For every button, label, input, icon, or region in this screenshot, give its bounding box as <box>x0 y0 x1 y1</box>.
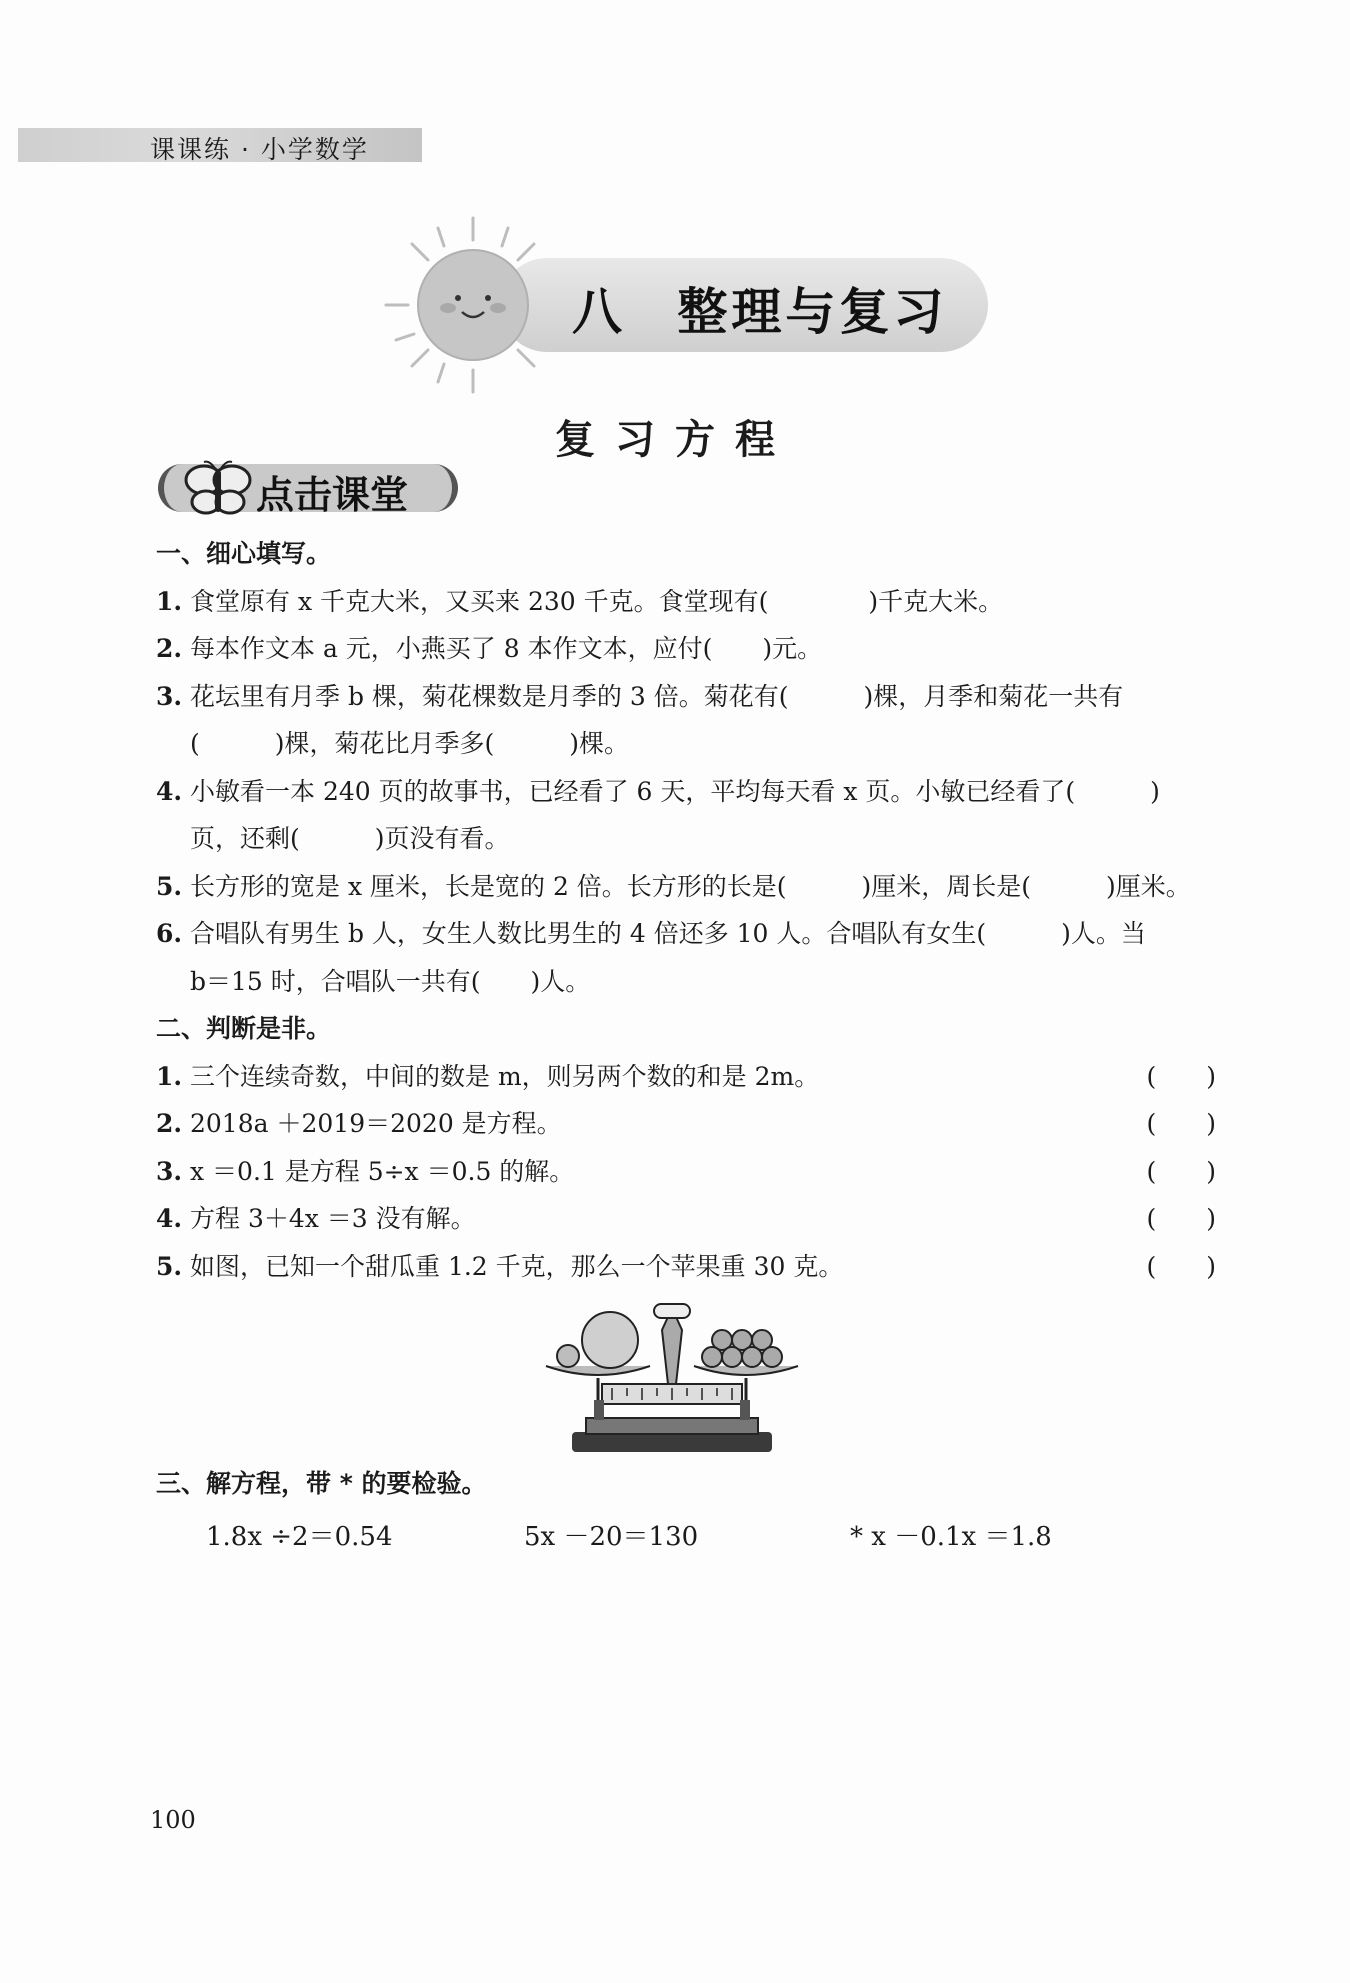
judge-item-1 <box>156 1053 1216 1101</box>
item-text-continued: ( )棵，菊花比月季多( )棵。 <box>190 729 630 758</box>
fill-item-5 <box>156 863 1216 911</box>
item-number: 4. <box>156 1204 183 1233</box>
judge-item-4 <box>156 1195 1216 1243</box>
butterfly-icon <box>182 458 254 520</box>
sun-icon <box>378 210 568 400</box>
item-text: 合唱队有男生 b 人，女生人数比男生的 4 倍还多 10 人。合唱队有女生( )人。当 <box>190 919 1146 948</box>
lesson-title: 复习方程 <box>555 417 795 463</box>
fill-item-4 <box>156 768 1216 863</box>
chapter-number: 八 <box>572 283 626 341</box>
section-banner-label: 点击课堂 <box>256 473 409 517</box>
item-text: 2018a ＋2019＝2020 是方程。 <box>190 1109 562 1138</box>
chapter-name: 整理与复习 <box>677 283 948 341</box>
series-title: 课课练 · 小学数学 <box>150 135 369 164</box>
equation-1: 1.8x ÷2＝0.54 <box>206 1521 393 1552</box>
item-number: 5. <box>156 1251 183 1281</box>
fill-item-2 <box>156 625 1216 673</box>
equation-2: 5x －20＝130 <box>524 1521 699 1552</box>
item-number: 3. <box>156 681 183 711</box>
item-text: 长方形的宽是 x 厘米，长是宽的 2 倍。长方形的长是( )厘米，周长是( )厘米。 <box>190 871 1191 901</box>
answer-paren: ( ) <box>1146 1061 1216 1091</box>
fill-item-1 <box>156 578 1216 626</box>
answer-paren: ( ) <box>1146 1109 1216 1138</box>
judge-item-3 <box>156 1148 1216 1196</box>
item-text: 花坛里有月季 b 棵，菊花棵数是月季的 3 倍。菊花有( )棵，月季和菊花一共有 <box>190 681 1124 711</box>
part1-heading: 一、细心填写。 <box>156 539 332 568</box>
equation-3: * x －0.1x ＝1.8 <box>850 1521 1052 1552</box>
fill-item-3 <box>156 673 1216 768</box>
balance-scale-illustration <box>542 1300 802 1460</box>
item-number: 6. <box>156 919 183 948</box>
fill-item-6 <box>156 910 1216 1005</box>
exercise-content <box>156 530 1216 1568</box>
item-number: 1. <box>156 1061 183 1091</box>
page-number: 100 <box>150 1806 196 1834</box>
item-text: 如图，已知一个甜瓜重 1.2 千克，那么一个苹果重 30 克。 <box>190 1251 844 1281</box>
item-text: 小敏看一本 240 页的故事书，已经看了 6 天，平均每天看 x 页。小敏已经看了( ) <box>190 776 1160 806</box>
item-number: 4. <box>156 776 183 806</box>
item-text: 每本作文本 a 元，小燕买了 8 本作文本，应付( )元。 <box>190 634 823 663</box>
item-number: 1. <box>156 586 183 616</box>
item-text: x ＝0.1 是方程 5÷x ＝0.5 的解。 <box>190 1156 575 1186</box>
chapter-title <box>572 272 947 344</box>
answer-paren: ( ) <box>1146 1251 1216 1281</box>
item-text: 食堂原有 x 千克大米，又买来 230 千克。食堂现有( )千克大米。 <box>190 586 1004 616</box>
item-text-continued: 页，还剩( )页没有看。 <box>190 824 510 853</box>
judge-item-2 <box>156 1100 1216 1148</box>
part3-heading: 三、解方程，带 * 的要检验。 <box>156 1469 487 1498</box>
judge-item-5 <box>156 1243 1216 1291</box>
item-number: 5. <box>156 871 183 901</box>
item-text: 方程 3＋4x ＝3 没有解。 <box>190 1204 476 1233</box>
item-number: 2. <box>156 634 183 663</box>
item-text-continued: b＝15 时，合唱队一共有( )人。 <box>190 966 591 996</box>
section-banner <box>158 458 458 520</box>
item-number: 3. <box>156 1156 183 1186</box>
answer-paren: ( ) <box>1146 1204 1216 1233</box>
item-number: 2. <box>156 1109 183 1138</box>
item-text: 三个连续奇数，中间的数是 m，则另两个数的和是 2m。 <box>190 1061 820 1091</box>
answer-paren: ( ) <box>1146 1156 1216 1186</box>
equation-list <box>156 1508 1216 1568</box>
part2-heading: 二、判断是非。 <box>156 1014 332 1043</box>
